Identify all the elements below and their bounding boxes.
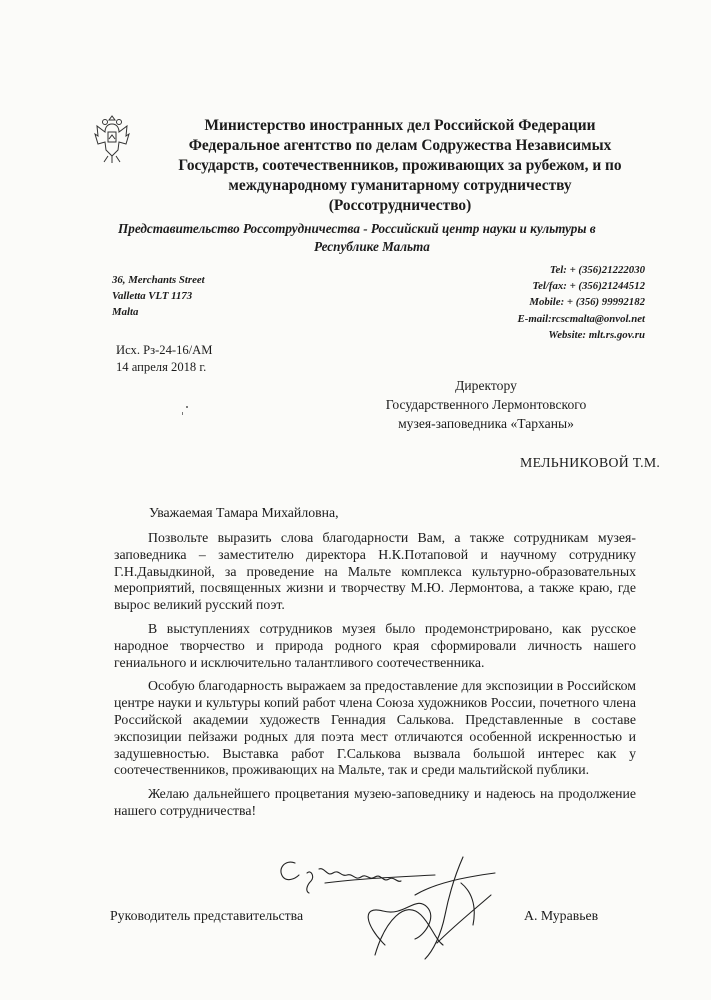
header-line: (Россотрудничество) (328, 197, 472, 214)
recipient-name: МЕЛЬНИКОВОЙ Т.М. (520, 455, 661, 470)
sender-contacts (518, 262, 645, 343)
sender-address (112, 272, 205, 320)
contact-email: E-mail:rcscmalta@onvol.net (517, 312, 645, 325)
header-line: Государств, соотечественников, проживающих за рубежом, и по (178, 157, 622, 174)
contact-mobile: Mobile: + (356) 99992182 (529, 296, 645, 309)
outgoing-reference (116, 342, 212, 376)
address-line: Valletta VLT 1173 (112, 290, 193, 302)
header-line: международному гуманитарному сотрудничеству (228, 177, 572, 194)
body-paragraph: В выступлениях сотрудников музея было продемонстрировано, как русское народное творчество и природа родного края сформировали личность нашего гениального и исключительно талантливого соотечественника. (114, 620, 636, 670)
header-line: Министерство иностранных дел Российской Федерации (204, 117, 596, 134)
address-line: Malta (112, 306, 139, 318)
contact-fax: Tel/fax: + (356)21244512 (532, 280, 645, 293)
representation-title (118, 220, 646, 256)
body-paragraph: Позвольте выразить слова благодарности Вам, а также сотрудникам музея-заповедника – заместителю директора Н.К.Потаповой и научному сотруднику Г.Н.Давыдкиной, за проведение на Мальте комплекса культурно-образовательных мероприятий, посвященных жизни и творчеству М.Ю. Лермонтова, а также краю, где вырос великий русский поэт. (114, 530, 636, 613)
signatory-name: А. Муравьев (524, 908, 599, 923)
salutation: Уважаемая Тамара Михайловна, (149, 505, 339, 520)
header-line: Федеральное агентство по делам Содружества Независимых (188, 137, 612, 154)
representation-line: Представительство Россотрудничества - Российский центр науки и культуры в (118, 221, 596, 236)
outgoing-number: Исх. Рз-24-16/АМ (116, 343, 213, 357)
scan-speck (186, 406, 188, 408)
ministry-header (150, 116, 650, 216)
recipient-line: Директору (455, 378, 517, 393)
representation-line: Республике Мальта (314, 239, 430, 254)
body-paragraph: Особую благодарность выражаем за предоставление для экспозиции в Российском центре науки и культуры копий работ члена Союза художников России, почетного члена Российской академии художеств Геннадия Салькова. Представленные в составе экспозиции пейзажи родных для поэта мест отличаются особенной искренностью и задушевностью. Выставка работ Г.Салькова вызвала большой интерес как у соотечественников, проживающих на Мальте, так и среди мальтийской публики. (114, 678, 636, 778)
recipient-block (336, 376, 636, 433)
body-paragraph: Желаю дальнейшего процветания музею-заповеднику и надеюсь на продолжение нашего сотрудничества! (114, 786, 636, 818)
coat-of-arms-icon (92, 112, 132, 166)
contact-website: Website: mlt.rs.gov.ru (548, 328, 645, 341)
scan-speck (182, 412, 183, 415)
recipient-line: Государственного Лермонтовского (385, 397, 587, 412)
letter-body (114, 530, 636, 827)
contact-phone: Tel: + (356)21222030 (549, 264, 645, 276)
recipient-line: музея-заповедника «Тарханы» (398, 416, 574, 431)
letter-date: 14 апреля 2018 г. (116, 360, 207, 374)
address-line: 36, Merchants Street (112, 274, 205, 286)
signatory-title: Руководитель представительства (110, 908, 304, 923)
